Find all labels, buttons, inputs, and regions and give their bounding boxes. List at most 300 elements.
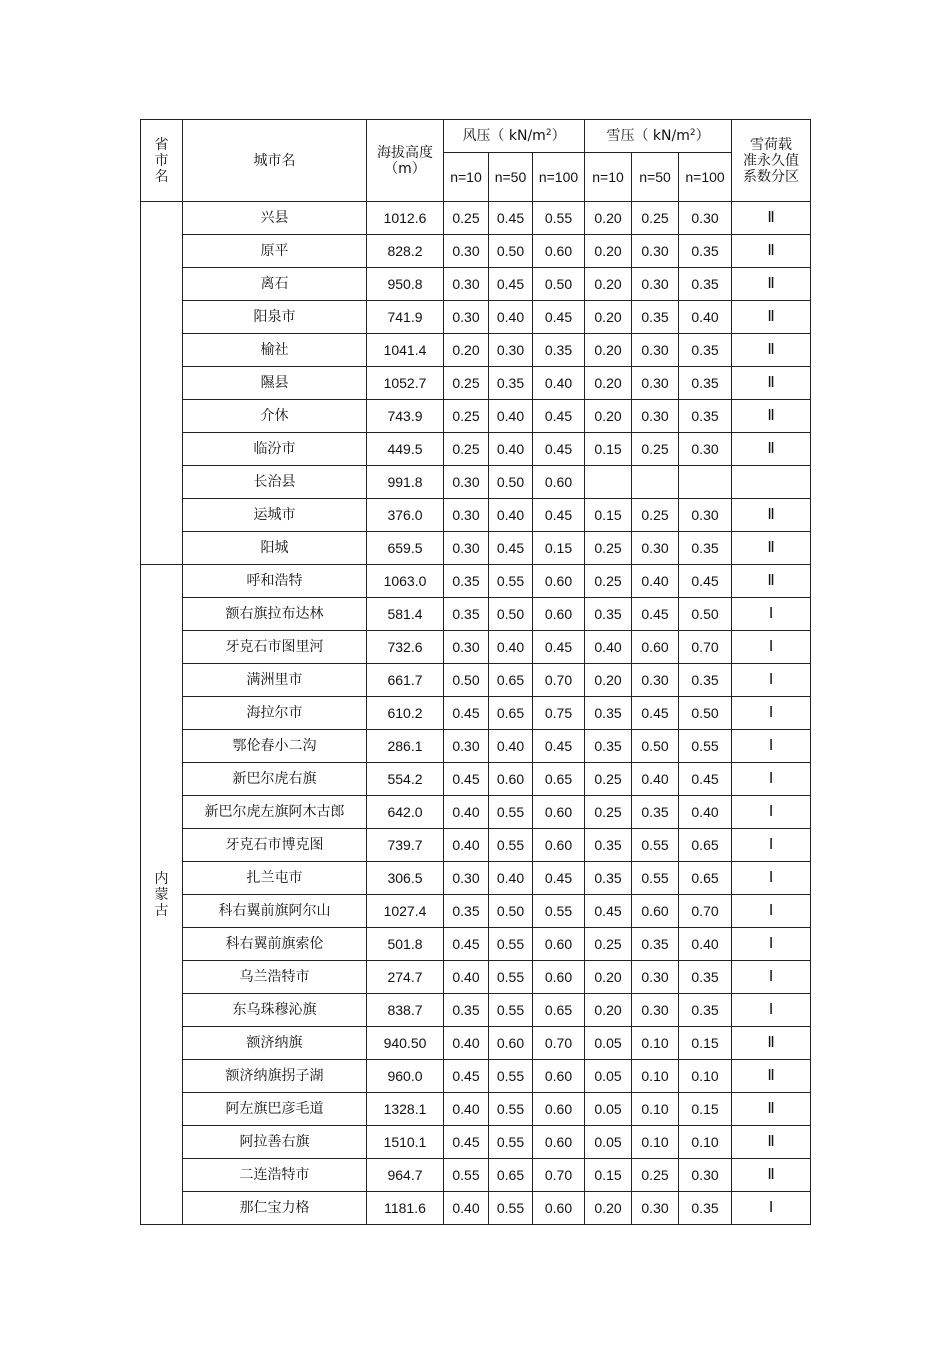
wind-n100-cell: 0.60 [533,598,585,631]
wind-n100-cell: 0.15 [533,532,585,565]
city-cell: 东乌珠穆沁旗 [183,994,367,1027]
wind-n100-cell: 0.60 [533,235,585,268]
zone-cell: Ⅱ [732,433,811,466]
zone-cell: Ⅰ [732,598,811,631]
snow-n10-cell: 0.35 [585,862,632,895]
wind-n50-cell: 0.40 [489,400,533,433]
header-snow-sup: 2 [689,128,696,138]
province-char: 内 [154,870,169,887]
province-char: 蒙 [154,886,169,903]
zone-cell: Ⅱ [732,565,811,598]
snow-n10-cell: 0.45 [585,895,632,928]
table-row [141,1192,811,1225]
altitude-cell: 274.7 [367,961,444,994]
city-cell: 扎兰屯市 [183,862,367,895]
altitude-cell: 1052.7 [367,367,444,400]
snow-n100-cell: 0.35 [679,334,732,367]
table-body [141,120,811,1225]
altitude-cell: 1510.1 [367,1126,444,1159]
wind-n10-cell: 0.40 [444,1027,489,1060]
wind-n50-cell: 0.55 [489,1126,533,1159]
altitude-cell: 741.9 [367,301,444,334]
table-row [141,928,811,961]
snow-n50-cell: 0.25 [632,202,679,235]
city-cell: 满洲里市 [183,664,367,697]
snow-n10-cell: 0.15 [585,499,632,532]
wind-n10-cell: 0.35 [444,565,489,598]
snow-n50-cell: 0.35 [632,301,679,334]
wind-n50-cell: 0.30 [489,334,533,367]
altitude-cell: 1027.4 [367,895,444,928]
city-cell: 科右翼前旗阿尔山 [183,895,367,928]
zone-cell [732,466,811,499]
wind-n10-cell: 0.40 [444,1093,489,1126]
snow-n10-cell: 0.35 [585,697,632,730]
zone-cell: Ⅱ [732,202,811,235]
table-row [141,367,811,400]
altitude-cell: 554.2 [367,763,444,796]
wind-n100-cell: 0.60 [533,1060,585,1093]
zone-cell: Ⅱ [732,301,811,334]
altitude-cell: 659.5 [367,532,444,565]
snow-n10-cell: 0.35 [585,829,632,862]
snow-n100-cell: 0.40 [679,796,732,829]
wind-n50-cell: 0.55 [489,961,533,994]
header-province [141,120,183,202]
zone-cell: Ⅰ [732,928,811,961]
snow-n10-cell: 0.20 [585,202,632,235]
wind-n50-cell: 0.50 [489,466,533,499]
snow-n10-cell: 0.25 [585,928,632,961]
header-snow-zone [732,120,811,202]
snow-n10-cell: 0.35 [585,730,632,763]
header-snow-pressure [585,120,732,153]
wind-n10-cell: 0.30 [444,730,489,763]
altitude-cell: 306.5 [367,862,444,895]
snow-n100-cell: 0.40 [679,301,732,334]
altitude-cell: 991.8 [367,466,444,499]
city-cell: 隰县 [183,367,367,400]
header-city: 城市名 [183,120,367,202]
city-cell: 阳城 [183,532,367,565]
wind-n10-cell: 0.30 [444,268,489,301]
city-cell: 乌兰浩特市 [183,961,367,994]
wind-n50-cell: 0.35 [489,367,533,400]
table-row [141,697,811,730]
wind-n50-cell: 0.60 [489,1027,533,1060]
header-wind-n50: n=50 [489,153,533,202]
snow-n50-cell: 0.50 [632,730,679,763]
wind-n10-cell: 0.30 [444,235,489,268]
snow-n100-cell: 0.30 [679,433,732,466]
wind-n10-cell: 0.40 [444,829,489,862]
wind-n100-cell: 0.75 [533,697,585,730]
altitude-cell: 739.7 [367,829,444,862]
altitude-cell: 940.50 [367,1027,444,1060]
city-cell: 科右翼前旗索伦 [183,928,367,961]
snow-n100-cell: 0.35 [679,235,732,268]
table-row [141,334,811,367]
wind-n100-cell: 0.60 [533,961,585,994]
snow-n100-cell [679,466,732,499]
wind-n10-cell: 0.45 [444,697,489,730]
climate-load-table [140,119,811,1225]
snow-n50-cell: 0.30 [632,961,679,994]
snow-n10-cell: 0.20 [585,961,632,994]
zone-cell: Ⅱ [732,268,811,301]
header-province-char: 省 [154,136,169,153]
snow-n100-cell: 0.45 [679,565,732,598]
zone-cell: Ⅰ [732,862,811,895]
zone-cell: Ⅱ [732,235,811,268]
wind-n10-cell: 0.45 [444,1126,489,1159]
snow-n100-cell: 0.50 [679,697,732,730]
snow-n10-cell: 0.40 [585,631,632,664]
snow-n50-cell: 0.40 [632,763,679,796]
province-char: 古 [154,902,169,919]
wind-n50-cell: 0.55 [489,994,533,1027]
city-cell: 新巴尔虎右旗 [183,763,367,796]
city-cell: 介休 [183,400,367,433]
altitude-cell: 581.4 [367,598,444,631]
snow-n50-cell: 0.10 [632,1093,679,1126]
city-cell: 原平 [183,235,367,268]
city-cell: 那仁宝力格 [183,1192,367,1225]
snow-n10-cell: 0.20 [585,994,632,1027]
table-row [141,202,811,235]
zone-cell: Ⅱ [732,367,811,400]
snow-n10-cell: 0.20 [585,235,632,268]
table-row [141,1060,811,1093]
header-snow-n100: n=100 [679,153,732,202]
snow-n100-cell: 0.30 [679,202,732,235]
wind-n50-cell: 0.40 [489,301,533,334]
table-row [141,829,811,862]
zone-cell: Ⅱ [732,400,811,433]
snow-n100-cell: 0.35 [679,532,732,565]
city-cell: 海拉尔市 [183,697,367,730]
table-row [141,796,811,829]
zone-cell: Ⅰ [732,895,811,928]
zone-cell: Ⅱ [732,334,811,367]
altitude-cell: 1181.6 [367,1192,444,1225]
zone-cell: Ⅰ [732,664,811,697]
snow-n100-cell: 0.35 [679,664,732,697]
snow-n100-cell: 0.15 [679,1027,732,1060]
header-altitude-line2: （m） [384,160,426,177]
zone-cell: Ⅱ [732,1027,811,1060]
snow-n50-cell: 0.35 [632,928,679,961]
snow-n50-cell: 0.30 [632,334,679,367]
wind-n100-cell: 0.40 [533,367,585,400]
header-wind-n100: n=100 [533,153,585,202]
city-cell: 长治县 [183,466,367,499]
table-row [141,631,811,664]
zone-cell: Ⅰ [732,763,811,796]
table-row [141,532,811,565]
snow-n100-cell: 0.30 [679,1159,732,1192]
altitude-cell: 950.8 [367,268,444,301]
snow-n100-cell: 0.50 [679,598,732,631]
header-wind-label: 风压（ kN/m [462,128,546,144]
wind-n100-cell: 0.60 [533,829,585,862]
wind-n50-cell: 0.55 [489,1192,533,1225]
wind-n10-cell: 0.30 [444,532,489,565]
wind-n10-cell: 0.35 [444,598,489,631]
snow-n50-cell: 0.60 [632,895,679,928]
snow-n100-cell: 0.35 [679,994,732,1027]
snow-n100-cell: 0.45 [679,763,732,796]
wind-n50-cell: 0.40 [489,499,533,532]
altitude-cell: 964.7 [367,1159,444,1192]
altitude-cell: 1063.0 [367,565,444,598]
wind-n10-cell: 0.20 [444,334,489,367]
city-cell: 阳泉市 [183,301,367,334]
wind-n100-cell: 0.60 [533,1192,585,1225]
wind-n100-cell: 0.55 [533,202,585,235]
altitude-cell: 1328.1 [367,1093,444,1126]
wind-n50-cell: 0.65 [489,697,533,730]
wind-n50-cell: 0.40 [489,862,533,895]
snow-n10-cell: 0.20 [585,1192,632,1225]
table-row [141,400,811,433]
snow-n50-cell: 0.45 [632,697,679,730]
table-row [141,730,811,763]
wind-n100-cell: 0.45 [533,433,585,466]
header-wind-n10: n=10 [444,153,489,202]
snow-n100-cell: 0.35 [679,400,732,433]
wind-n100-cell: 0.45 [533,400,585,433]
table-row [141,961,811,994]
snow-n50-cell: 0.45 [632,598,679,631]
wind-n50-cell: 0.50 [489,895,533,928]
wind-n10-cell: 0.30 [444,862,489,895]
wind-n10-cell: 0.45 [444,1060,489,1093]
city-cell: 临汾市 [183,433,367,466]
wind-n10-cell: 0.55 [444,1159,489,1192]
snow-n100-cell: 0.15 [679,1093,732,1126]
snow-n100-cell: 0.40 [679,928,732,961]
wind-n100-cell: 0.55 [533,895,585,928]
table-row [141,466,811,499]
snow-n50-cell: 0.25 [632,1159,679,1192]
wind-n10-cell: 0.40 [444,1192,489,1225]
wind-n10-cell: 0.25 [444,400,489,433]
altitude-cell: 828.2 [367,235,444,268]
snow-n50-cell: 0.30 [632,994,679,1027]
altitude-cell: 661.7 [367,664,444,697]
zone-cell: Ⅰ [732,1192,811,1225]
wind-n50-cell: 0.55 [489,796,533,829]
header-snow-n10: n=10 [585,153,632,202]
city-cell: 榆社 [183,334,367,367]
snow-n100-cell: 0.35 [679,1192,732,1225]
table-row [141,499,811,532]
snow-n10-cell: 0.25 [585,532,632,565]
header-province-char: 市 [154,152,169,169]
zone-cell: Ⅱ [732,532,811,565]
header-zone-line: 系数分区 [743,168,800,185]
header-snow-close: ） [695,128,710,144]
snow-n100-cell: 0.70 [679,631,732,664]
snow-n100-cell: 0.35 [679,367,732,400]
wind-n50-cell: 0.55 [489,565,533,598]
city-cell: 额右旗拉布达林 [183,598,367,631]
snow-n10-cell: 0.15 [585,1159,632,1192]
city-cell: 离石 [183,268,367,301]
wind-n100-cell: 0.60 [533,796,585,829]
snow-n10-cell [585,466,632,499]
wind-n100-cell: 0.60 [533,466,585,499]
wind-n50-cell: 0.50 [489,598,533,631]
snow-n50-cell: 0.30 [632,268,679,301]
snow-n10-cell: 0.25 [585,796,632,829]
snow-n10-cell: 0.35 [585,598,632,631]
wind-n100-cell: 0.60 [533,928,585,961]
snow-n100-cell: 0.55 [679,730,732,763]
snow-n100-cell: 0.10 [679,1060,732,1093]
snow-n10-cell: 0.20 [585,334,632,367]
altitude-cell: 376.0 [367,499,444,532]
wind-n10-cell: 0.40 [444,796,489,829]
wind-n10-cell: 0.35 [444,895,489,928]
wind-n100-cell: 0.45 [533,499,585,532]
wind-n10-cell: 0.50 [444,664,489,697]
wind-n50-cell: 0.55 [489,829,533,862]
city-cell: 运城市 [183,499,367,532]
city-cell: 额济纳旗 [183,1027,367,1060]
table-row [141,433,811,466]
snow-n100-cell: 0.65 [679,862,732,895]
snow-n50-cell: 0.25 [632,499,679,532]
city-cell: 牙克石市博克图 [183,829,367,862]
header-zone-line: 雪荷载 [750,136,793,153]
zone-cell: Ⅰ [732,961,811,994]
snow-n10-cell: 0.25 [585,565,632,598]
wind-n50-cell: 0.65 [489,664,533,697]
snow-n10-cell: 0.05 [585,1060,632,1093]
wind-n50-cell: 0.40 [489,433,533,466]
header-snow-label: 雪压（ kN/m [606,128,690,144]
header-row [141,120,811,153]
snow-n50-cell: 0.40 [632,565,679,598]
wind-n10-cell: 0.40 [444,961,489,994]
altitude-cell: 1041.4 [367,334,444,367]
snow-n10-cell: 0.15 [585,433,632,466]
wind-n100-cell: 0.50 [533,268,585,301]
table-row [141,862,811,895]
table-row [141,895,811,928]
altitude-cell: 1012.6 [367,202,444,235]
wind-n100-cell: 0.70 [533,1159,585,1192]
zone-cell: Ⅱ [732,1060,811,1093]
wind-n50-cell: 0.40 [489,631,533,664]
snow-n50-cell: 0.30 [632,664,679,697]
table-row [141,763,811,796]
province-cell [141,202,183,565]
wind-n10-cell: 0.25 [444,367,489,400]
wind-n10-cell: 0.45 [444,928,489,961]
table-row [141,994,811,1027]
wind-n100-cell: 0.65 [533,994,585,1027]
wind-n10-cell: 0.30 [444,631,489,664]
wind-n10-cell: 0.30 [444,301,489,334]
wind-n100-cell: 0.35 [533,334,585,367]
zone-cell: Ⅰ [732,829,811,862]
wind-n50-cell: 0.55 [489,1060,533,1093]
snow-n10-cell: 0.20 [585,664,632,697]
altitude-cell: 610.2 [367,697,444,730]
city-cell: 鄂伦春小二沟 [183,730,367,763]
snow-n100-cell: 0.10 [679,1126,732,1159]
snow-n10-cell: 0.20 [585,367,632,400]
city-cell: 阿左旗巴彦毛道 [183,1093,367,1126]
snow-n50-cell: 0.55 [632,862,679,895]
city-cell: 兴县 [183,202,367,235]
city-cell: 呼和浩特 [183,565,367,598]
altitude-cell: 642.0 [367,796,444,829]
snow-n100-cell: 0.65 [679,829,732,862]
snow-n50-cell [632,466,679,499]
wind-n50-cell: 0.40 [489,730,533,763]
zone-cell: Ⅰ [732,631,811,664]
snow-n50-cell: 0.25 [632,433,679,466]
table-row [141,1027,811,1060]
snow-n100-cell: 0.30 [679,499,732,532]
snow-n50-cell: 0.60 [632,631,679,664]
table-row [141,1159,811,1192]
zone-cell: Ⅰ [732,796,811,829]
snow-n100-cell: 0.35 [679,268,732,301]
snow-n10-cell: 0.05 [585,1027,632,1060]
wind-n50-cell: 0.45 [489,268,533,301]
wind-n100-cell: 0.45 [533,631,585,664]
header-wind-sup: 2 [545,128,552,138]
wind-n100-cell: 0.45 [533,301,585,334]
city-cell: 阿拉善右旗 [183,1126,367,1159]
snow-n10-cell: 0.20 [585,268,632,301]
wind-n10-cell: 0.30 [444,466,489,499]
altitude-cell: 449.5 [367,433,444,466]
province-cell [141,565,183,1225]
header-province-char: 名 [154,168,169,185]
wind-n50-cell: 0.55 [489,1093,533,1126]
table-row [141,664,811,697]
altitude-cell: 732.6 [367,631,444,664]
header-wind-close: ） [551,128,566,144]
table-row [141,268,811,301]
snow-n50-cell: 0.35 [632,796,679,829]
wind-n100-cell: 0.70 [533,1027,585,1060]
header-altitude-line1: 海拔高度 [377,144,433,161]
zone-cell: Ⅰ [732,730,811,763]
zone-cell: Ⅱ [732,1093,811,1126]
altitude-cell: 743.9 [367,400,444,433]
wind-n10-cell: 0.25 [444,433,489,466]
wind-n10-cell: 0.45 [444,763,489,796]
snow-n10-cell: 0.05 [585,1126,632,1159]
snow-n10-cell: 0.20 [585,301,632,334]
wind-n50-cell: 0.45 [489,202,533,235]
snow-n50-cell: 0.30 [632,400,679,433]
wind-n100-cell: 0.60 [533,1093,585,1126]
snow-n100-cell: 0.70 [679,895,732,928]
wind-n50-cell: 0.45 [489,532,533,565]
snow-n50-cell: 0.30 [632,1192,679,1225]
snow-n100-cell: 0.35 [679,961,732,994]
table-row [141,301,811,334]
wind-n100-cell: 0.60 [533,565,585,598]
